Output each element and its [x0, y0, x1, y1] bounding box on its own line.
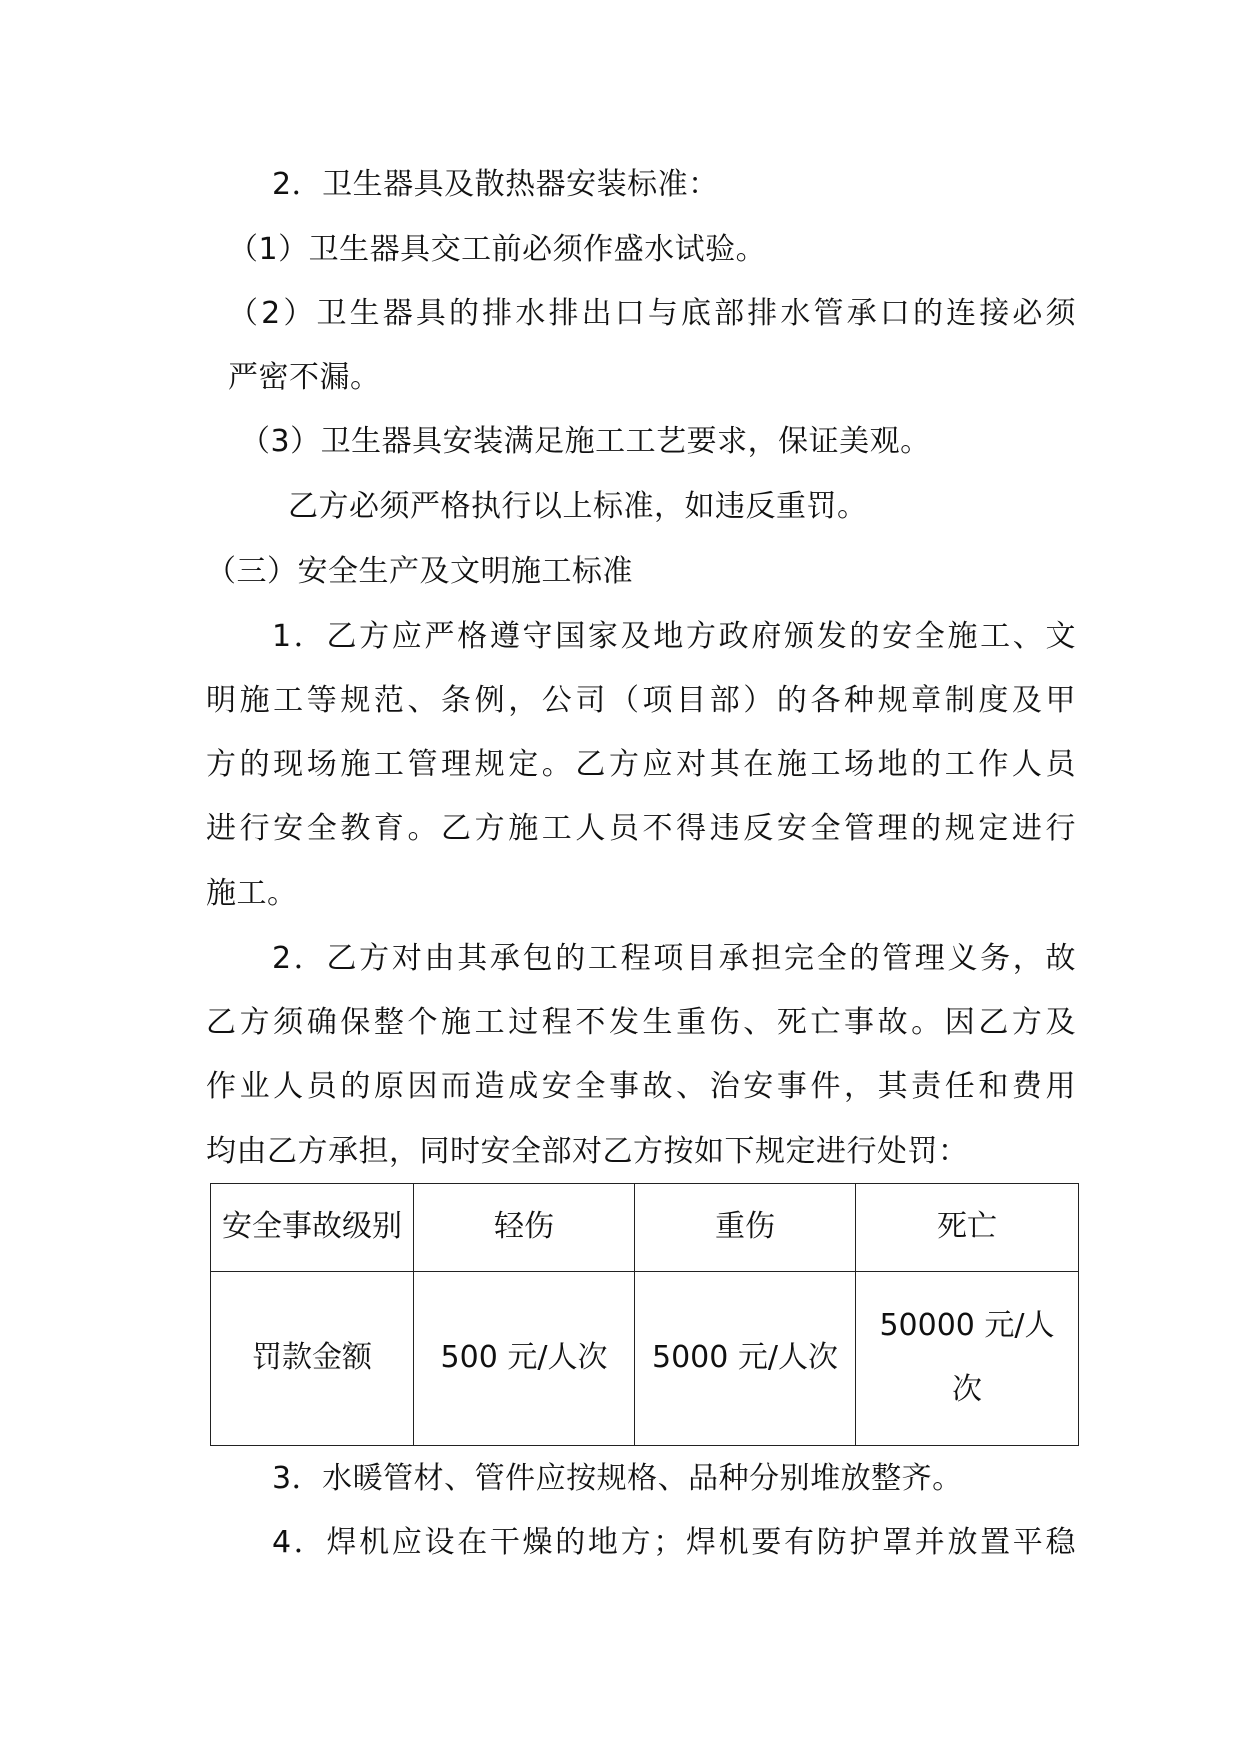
penalty-table	[210, 1183, 1079, 1446]
paragraph-safety-2-line-1: 2．乙方对由其承包的工程项目承担完全的管理义务，故	[272, 941, 1076, 976]
paragraph-safety-2-line-3: 作业人员的原因而造成安全事故、治安事件，其责任和费用	[206, 1069, 1076, 1104]
table-header-row	[211, 1184, 1079, 1272]
table-header-cell: 安全事故级别	[211, 1184, 414, 1272]
table-cell: 罚款金额	[211, 1271, 414, 1445]
paragraph-safety-1-line-5: 施工。	[206, 876, 298, 911]
paragraph-safety-2-line-4: 均由乙方承担，同时安全部对乙方按如下规定进行处罚：	[206, 1134, 969, 1169]
paragraph-safety-2-line-2: 乙方须确保整个施工过程不发生重伤、死亡事故。因乙方及	[206, 1005, 1076, 1040]
paragraph-safety-1-line-4: 进行安全教育。乙方施工人员不得违反安全管理的规定进行	[206, 811, 1076, 846]
paragraph-safety-1-line-2: 明施工等规范、条例，公司（项目部）的各种规章制度及甲	[206, 683, 1076, 718]
table-cell: 5000 元/人次	[635, 1271, 856, 1445]
paragraph-penalty-note: 乙方必须严格执行以上标准，如违反重罚。	[288, 489, 868, 524]
table-cell: 500 元/人次	[414, 1271, 635, 1445]
paragraph-item-3: （3）卫生器具安装满足施工工艺要求，保证美观。	[240, 424, 931, 459]
paragraph-item-2-line-1: （2）卫生器具的排水排出口与底部排水管承口的连接必须	[228, 296, 1076, 331]
paragraph-safety-1-line-3: 方的现场施工管理规定。乙方应对其在施工场地的工作人员	[206, 747, 1076, 782]
paragraph-safety-4: 4．焊机应设在干燥的地方；焊机要有防护罩并放置平稳	[272, 1525, 1076, 1560]
paragraph-item-1: （1）卫生器具交工前必须作盛水试验。	[228, 232, 767, 267]
table-row	[211, 1271, 1079, 1445]
table-header-cell: 轻伤	[414, 1184, 635, 1272]
paragraph-item-2-line-2: 严密不漏。	[228, 360, 381, 395]
table-header-cell: 重伤	[635, 1184, 856, 1272]
table-cell: 50000 元/人次	[856, 1271, 1079, 1445]
section-heading-safety: （三）安全生产及文明施工标准	[206, 554, 633, 589]
table-header-cell: 死亡	[856, 1184, 1079, 1272]
section-heading-sanitary-standards: 2．卫生器具及散热器安装标准：	[272, 167, 719, 202]
paragraph-safety-1-line-1: 1．乙方应严格遵守国家及地方政府颁发的安全施工、文	[272, 619, 1076, 654]
paragraph-safety-3: 3．水暖管材、管件应按规格、品种分别堆放整齐。	[272, 1461, 963, 1496]
